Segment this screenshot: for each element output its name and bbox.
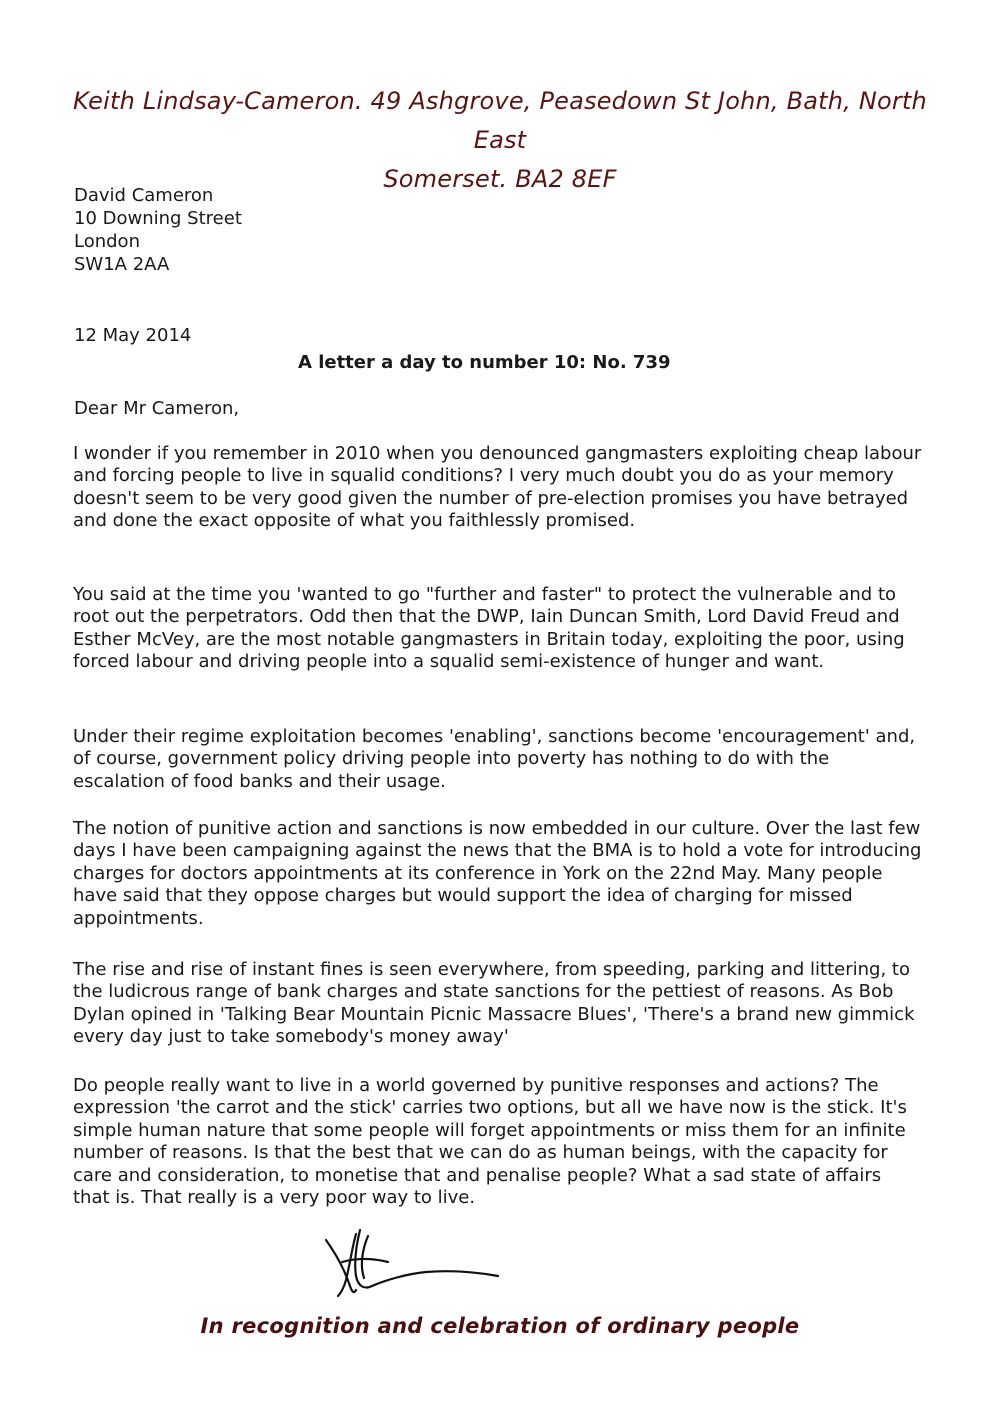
letterhead-line-2: Somerset. BA2 8EF: [383, 165, 617, 193]
recipient-name: David Cameron: [74, 185, 214, 206]
body-paragraph-6: Do people really want to live in a world governed by punitive responses and actions? The expression 'the carrot and the stick' carries two options, but all we have now is the stick. It's simple human nature that some people will forget appointments or miss them for an infinite number of reasons. Is that the best that we can do as human beings, with the capacity for care and consideration, to monetise that and penalise people? What a sad state of affairs that is. That really is a very poor way to live.: [73, 1075, 907, 1209]
body-paragraph-5: The rise and rise of instant fines is seen everywhere, from speeding, parking and littering, to the ludicrous range of bank charges and state sanctions for the pettiest of reasons. As Bob Dylan opined in 'Talking Bear Mountain Picnic Massacre Blues', 'There's a brand new gimmick every day just to take somebody's money away': [73, 959, 915, 1048]
letterhead: [60, 82, 940, 199]
salutation: Dear Mr Cameron,: [74, 398, 240, 419]
body-paragraph-4: The notion of punitive action and sanctions is now embedded in our culture. Over the last few days I have been campaigning against the news that the BMA is to hold a vote for introducing charges for doctors appointments at its conference in York on the 22nd May. Many people have said that they oppose charges but would support the idea of charging for missed appointments.: [73, 818, 922, 929]
letter-subject: A letter a day to number 10: No. 739: [298, 352, 671, 373]
body-paragraph-3: Under their regime exploitation becomes 'enabling', sanctions become 'encouragement' and, of course, government policy driving people into poverty has nothing to do with the escalation of food banks and their usage.: [73, 726, 916, 792]
footer-tagline: In recognition and celebration of ordinary people: [200, 1314, 800, 1338]
recipient-postcode: SW1A 2AA: [74, 254, 170, 275]
recipient-address: [74, 184, 242, 276]
handwritten-signature: [316, 1228, 506, 1300]
letter-date: 12 May 2014: [74, 325, 192, 346]
body-paragraph-1: I wonder if you remember in 2010 when you denounced gangmasters exploiting cheap labour and forcing people to live in squalid conditions? I very much doubt you do as your memory doesn't seem to be very good given the number of pre-election promises you have betrayed and done the exact opposite of what you faithlessly promised.: [73, 443, 922, 532]
body-paragraph-2: You said at the time you 'wanted to go "further and faster" to protect the vulnerable and to root out the perpetrators. Odd then that the DWP, Iain Duncan Smith, Lord David Freud and Esther McVey, are the most notable gangmasters in Britain today, exploiting the poor, using forced labour and driving people into a squalid semi-existence of hunger and want.: [73, 584, 905, 673]
recipient-street: 10 Downing Street: [74, 208, 242, 229]
letterhead-line-1: Keith Lindsay-Cameron. 49 Ashgrove, Peasedown St John, Bath, North East: [73, 87, 927, 154]
recipient-city: London: [74, 231, 140, 252]
